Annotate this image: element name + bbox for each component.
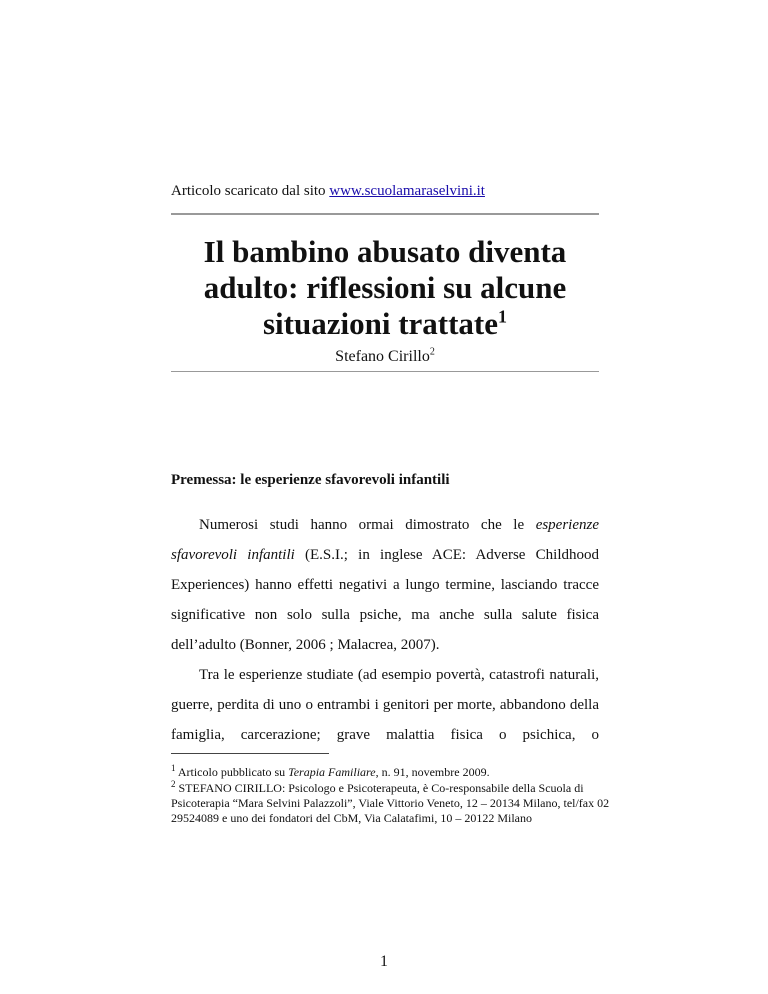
paragraph-1-text-b: (E.S.I.; in inglese ACE: Adverse Childhood Experiences) hanno effetti negativi a lungo termine, lasciando tracce significative non solo sulla psiche, ma anche sulla salute fisica dell’adulto (Bonner, 2006 ; Malacrea, 2007). <box>171 547 599 653</box>
footnote-2-text: STEFANO CIRILLO: Psicologo e Psicoterapeuta, è Co-responsabile della Scuola di Psicoterapia “Mara Selvini Palazzoli”, Viale Vittorio Veneto, 12 – 20134 Milano, tel/fax 02 29524089 e uno dei fondatori del CbM, Via Calatafimi, 10 – 20122 Milano <box>171 781 610 825</box>
source-line <box>171 183 485 200</box>
source-link[interactable]: www.scuolamaraselvini.it <box>329 183 485 199</box>
source-prefix: Articolo scaricato dal sito <box>171 183 330 199</box>
paragraph-1 <box>171 510 599 660</box>
author-footnote-mark: 2 <box>429 346 435 358</box>
title-divider <box>171 371 599 372</box>
footnote-1-text-b: , n. 91, novembre 2009. <box>375 765 490 779</box>
header-divider <box>171 213 599 215</box>
paragraph-2: Tra le esperienze studiate (ad esempio povertà, catastrofi naturali, guerre, perdita di uno o entrambi i genitori per morte, abbandono della famiglia, carcerazione; grave malattia fisica o psichica, o <box>171 667 599 743</box>
footnote-2 <box>171 777 611 826</box>
paragraph-1-italic: esperienze sfavorevoli infantili <box>171 517 599 563</box>
title-footnote-mark: 1 <box>498 306 508 327</box>
page-number: 1 <box>380 953 388 970</box>
section-heading: Premessa: le esperienze sfavorevoli infantili <box>171 472 450 488</box>
footnote-1-mark: 1 <box>171 763 176 773</box>
footnote-2-mark: 2 <box>171 779 176 789</box>
title-text: Il bambino abusato diventa adulto: riflessioni su alcune situazioni trattate <box>203 234 567 341</box>
author-name: Stefano Cirillo <box>335 348 430 365</box>
footnote-1-text-a: Articolo pubblicato su <box>175 765 289 779</box>
footnote-1-italic: Terapia Familiare <box>288 765 376 779</box>
footnote-divider <box>171 753 329 754</box>
article-title <box>171 234 599 342</box>
author-line <box>171 348 599 366</box>
paragraph-1-text-a: Numerosi studi hanno ormai dimostrato che le <box>199 517 536 533</box>
